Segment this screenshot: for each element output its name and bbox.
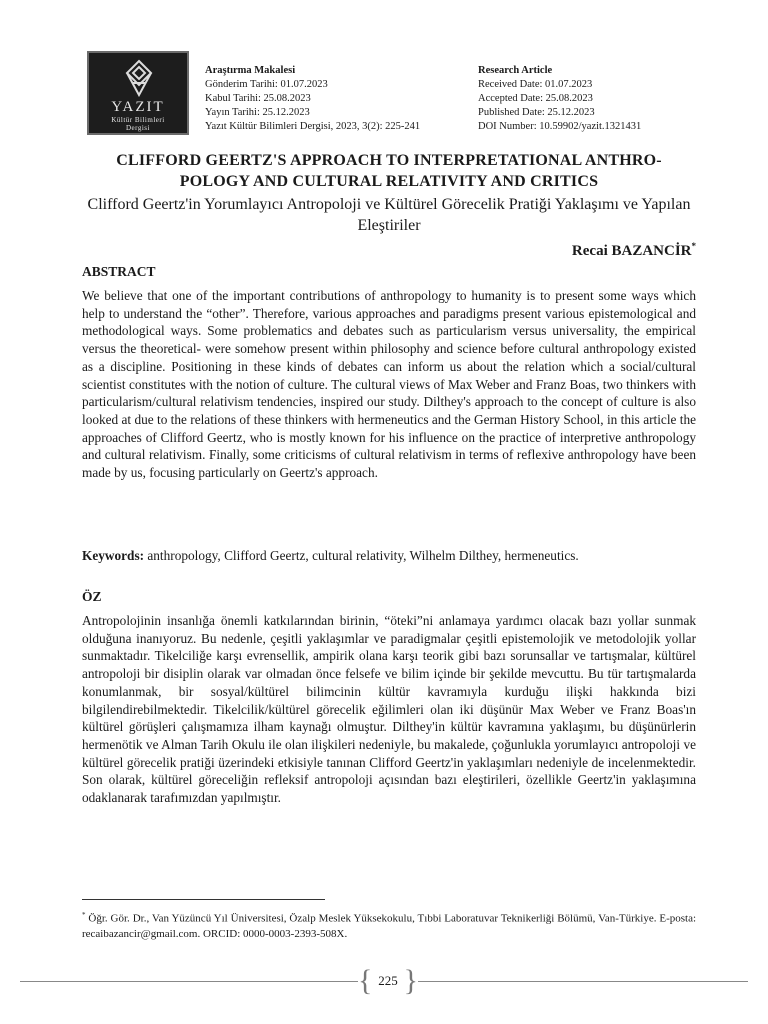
footnote-mark: * xyxy=(82,911,86,919)
article-type-tr: Araştırma Makalesi xyxy=(205,65,296,76)
doi-number: DOI Number: 10.59902/yazit.1321431 xyxy=(478,121,642,132)
brace-right-icon: } xyxy=(403,964,418,997)
keywords-text: anthropology, Clifford Geertz, cultural relativity, Wilhelm Dilthey, hermeneutics. xyxy=(147,548,579,563)
accepted-date-en: Accepted Date: 25.08.2023 xyxy=(478,93,593,104)
footnote xyxy=(82,908,696,943)
received-date-tr: Gönderim Tarihi: 01.07.2023 xyxy=(205,79,328,90)
accepted-date-tr: Kabul Tarihi: 25.08.2023 xyxy=(205,93,311,104)
published-date-tr: Yayın Tarihi: 25.12.2023 xyxy=(205,107,310,118)
knot-emblem-icon xyxy=(122,59,156,97)
keywords xyxy=(82,547,696,565)
footnote-divider xyxy=(82,899,325,900)
oz-text: Antropolojinin insanlığa önemli katkılarından birinin, “öteki”ni anlamaya yardımcı olacak bazı yollar sunmak olduğuna inanıyoruz. Bu nedenle, çeşitli yaklaşımlar ve paradigmalar çeşitli epistemolojik ve metodolojik yollar sunmaktadır. Tikelciliğe karşı evrensellik, ampirik olana karşı teorik gibi bazı sorunsallar ve tartışmalar, kültürel antropoloji bir disiplin olarak var olmadan önce felsefe ve bilim içinde bir şekilde mevcuttu. Bu tür tartışmalarda konumlanmak, bir sosyal/kültürel bilimcinin kültür kavramıyla kurduğu ilişki hakkında bizi bilgilendirebilmektedir. Tikelcilik/kültürel görecelik eğilimleri olan iki düşünür Max Weber ve Franz Boas'ın kültürel görüşleri çalışmamıza ilham kaynağı olmuştur. Dilthey'in kültür kavramına yaklaşımı, bu düşünürlerin hermenötik ve Alman Tarih Okulu ile olan ilişkileri nedeniyle, bu makalede, çoğunlukla yorumlayıcı antropoloji ve kültürel görecelik pratiği üzerindeki etkisiyle tanınan Clifford Geertz'in yaklaşımları nedeniyle de incelenmektedir. Son olarak, kültürel göreceliğin refleksif antropoloji açısından bazı eleştirileri, özellikle Geertz'in yaklaşımına odaklanarak tarafımızdan yapılmıştır. xyxy=(82,613,696,806)
oz-heading: ÖZ xyxy=(82,589,102,604)
author-footnote-mark[interactable]: * xyxy=(691,241,696,251)
title-english: CLIFFORD GEERTZ'S APPROACH TO INTERPRETATIONAL ANTHRO-POLOGY AND CULTURAL RELATIVITY AND CRITICS xyxy=(116,152,662,190)
page-number-box xyxy=(358,966,418,998)
page-number: 225 xyxy=(378,973,398,988)
abstract-heading: ABSTRACT xyxy=(82,264,156,279)
author-name: Recai BAZANCİR* xyxy=(571,241,696,259)
citation-line: Yazıt Kültür Bilimleri Dergisi, 2023, 3(2): 225-241 xyxy=(205,121,421,132)
article-meta-en xyxy=(478,64,641,134)
article-type-en: Research Article xyxy=(478,65,553,76)
footnote-text: Öğr. Gör. Dr., Van Yüzüncü Yıl Üniversitesi, Özalp Meslek Yüksekokulu, Tıbbi Laboratuvar Teknikerliği Bölümü, Van-Türkiye. E-posta: recaibazancir@gmail.com. ORCID: 0000-0003-2393-508X. xyxy=(82,912,697,941)
title-turkish: Clifford Geertz'in Yorumlayıcı Antropoloji ve Kültürel Görecelik Pratiği Yaklaşımı ve Yapılan Eleştiriler xyxy=(87,196,691,234)
brace-left-icon: { xyxy=(358,964,373,997)
received-date-en: Received Date: 01.07.2023 xyxy=(478,79,593,90)
article-meta-tr xyxy=(205,64,420,134)
published-date-en: Published Date: 25.12.2023 xyxy=(478,107,595,118)
journal-brand: YAZIT xyxy=(111,99,165,115)
page-rule-right xyxy=(418,981,748,982)
keywords-label: Keywords: xyxy=(82,548,145,563)
journal-subtitle: Kültür Bilimleri Dergisi xyxy=(111,116,165,132)
abstract-text: We believe that one of the important contributions of anthropology to humanity is to present some ways which help to understand the “other”. Therefore, various approaches and paradigms present various epistemological and methodological ways. Some problematics and debates such as particularism versus universality, the empirical versus the theoretical- were somehow present within philosophy and science before cultural anthropology existed as a discipline. Positioning in these kinds of debates can inform us about the relation which a social/cultural scientist constitutes with the notion of culture. The cultural views of Max Weber and Franz Boas, two thinkers with particularism/cultural relativism tendencies, inspired our study. Dilthey's approach to the concept of culture is also looked at due to the relations of these thinkers with hermeneutics and the German History School, in this article the approaches of Clifford Geertz, who is mostly known for his influence on the practice of interpretive anthropology and cultural relativism. Finally, some criticisms of cultural relativism in terms of reflexive anthropology have been made by us, focusing particularly on Geertz's approach. xyxy=(82,288,696,481)
journal-logo xyxy=(87,51,189,135)
page-rule-left xyxy=(20,981,358,982)
